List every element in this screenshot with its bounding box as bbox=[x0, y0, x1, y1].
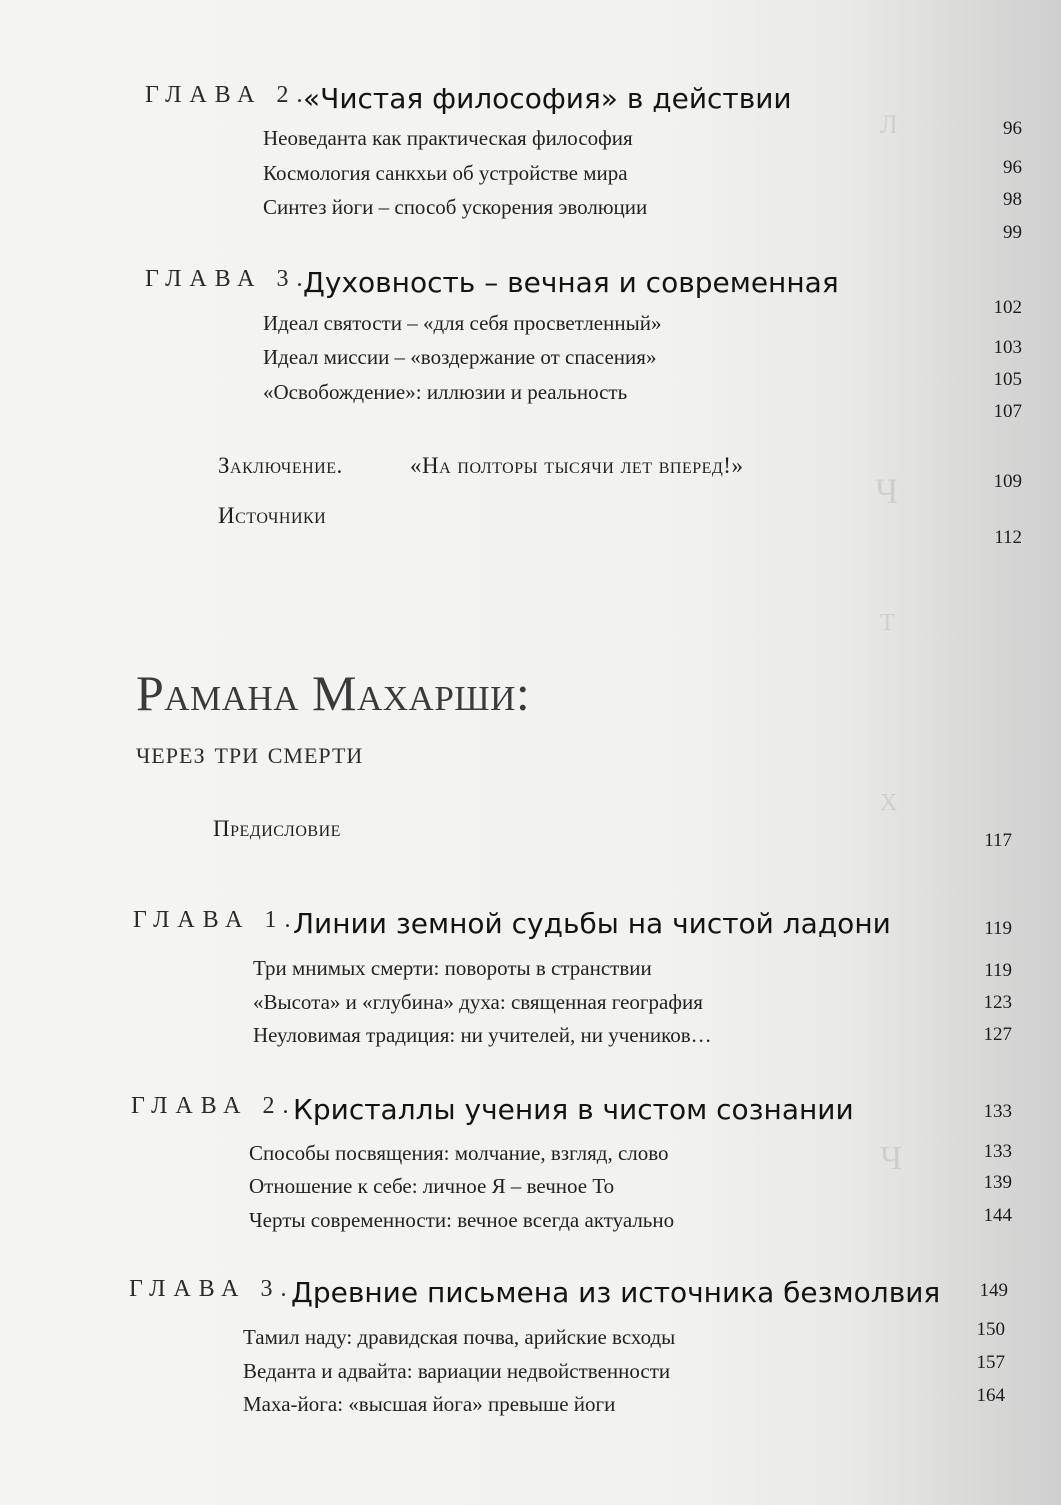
toc-entry[interactable]: Идеал святости – «для себя просветленный» bbox=[263, 311, 662, 335]
chapter-label: ГЛАВА 2. bbox=[131, 1093, 297, 1119]
book-subtitle: через три смерти bbox=[136, 735, 364, 770]
page-number: 96 bbox=[1003, 118, 1022, 139]
toc-entry[interactable]: «Высота» и «глубина» духа: священная география bbox=[253, 990, 703, 1014]
page-number: 112 bbox=[994, 527, 1022, 548]
chapter-title[interactable]: «Чистая философия» в действии bbox=[303, 82, 792, 115]
toc-entry[interactable]: Синтез йоги – способ ускорения эволюции bbox=[263, 195, 648, 219]
book-title: Рамана Махарши: bbox=[136, 665, 531, 721]
page-number: 157 bbox=[976, 1352, 1005, 1373]
toc-entry[interactable]: Веданта и адвайта: вариации недвойственности bbox=[243, 1359, 671, 1383]
show-through-text: Ч bbox=[875, 471, 909, 511]
toc-entry[interactable]: Три мнимых смерти: повороты в странствии bbox=[253, 956, 652, 980]
page-number: 144 bbox=[983, 1205, 1012, 1226]
chapter-title[interactable]: Кристаллы учения в чистом сознании bbox=[293, 1093, 854, 1126]
page-number: 96 bbox=[1003, 157, 1022, 178]
chapter-label: ГЛАВА 1. bbox=[133, 907, 299, 933]
page-number: 105 bbox=[993, 369, 1022, 390]
toc-entry[interactable]: Способы посвящения: молчание, взгляд, слово bbox=[249, 1141, 669, 1165]
page-number: 149 bbox=[979, 1280, 1008, 1301]
page-number: 117 bbox=[984, 830, 1012, 851]
show-through-text: Т bbox=[880, 610, 895, 636]
toc-entry[interactable]: «Освобождение»: иллюзии и реальность bbox=[263, 380, 628, 404]
page-number: 103 bbox=[993, 337, 1022, 358]
page-number: 139 bbox=[983, 1172, 1012, 1193]
page-number: 164 bbox=[976, 1385, 1005, 1406]
page-number: 123 bbox=[983, 992, 1012, 1013]
page-number: 109 bbox=[993, 471, 1022, 492]
page-number: 150 bbox=[976, 1319, 1005, 1340]
conclusion-title[interactable]: «На полторы тысячи лет вперед!» bbox=[410, 453, 744, 478]
chapter-title[interactable]: Древние письмена из источника безмолвия bbox=[291, 1276, 941, 1309]
page-number: 119 bbox=[984, 960, 1012, 981]
chapter-title[interactable]: Линии земной судьбы на чистой ладони bbox=[293, 907, 891, 940]
chapter-label: ГЛАВА 3. bbox=[145, 266, 311, 292]
page-number: 99 bbox=[1003, 222, 1022, 243]
toc-entry[interactable]: Неуловимая традиция: ни учителей, ни учеников… bbox=[253, 1023, 712, 1047]
page-number: 107 bbox=[993, 401, 1022, 422]
page-number: 133 bbox=[983, 1141, 1012, 1162]
toc-entry[interactable]: Космология санкхьи об устройстве мира bbox=[263, 161, 628, 185]
chapter-label: ГЛАВА 2. bbox=[145, 82, 311, 108]
sources-link[interactable]: Источники bbox=[218, 503, 327, 528]
toc-entry[interactable]: Идеал миссии – «воздержание от спасения» bbox=[263, 345, 657, 369]
preface-link[interactable]: Предисловие bbox=[213, 816, 341, 841]
page-number: 119 bbox=[984, 918, 1012, 939]
page-number: 127 bbox=[983, 1024, 1012, 1045]
toc-entry[interactable]: Черты современности: вечное всегда актуально bbox=[249, 1208, 675, 1232]
page-number: 133 bbox=[983, 1101, 1012, 1122]
toc-entry[interactable]: Отношение к себе: личное Я – вечное То bbox=[249, 1174, 615, 1198]
page-number: 98 bbox=[1003, 189, 1022, 210]
conclusion-label: Заключение. bbox=[218, 453, 343, 478]
toc-entry[interactable]: Маха-йога: «высшая йога» превыше йоги bbox=[243, 1392, 616, 1416]
show-through-text: Л bbox=[880, 110, 898, 139]
toc-entry[interactable]: Тамил наду: дравидская почва, арийские всходы bbox=[243, 1325, 676, 1349]
chapter-title[interactable]: Духовность – вечная и современная bbox=[303, 266, 839, 299]
show-through-text: Х bbox=[880, 790, 898, 816]
page-number: 102 bbox=[993, 297, 1022, 318]
chapter-label: ГЛАВА 3. bbox=[129, 1276, 295, 1302]
show-through-text: Ч bbox=[880, 1140, 913, 1177]
toc-entry[interactable]: Неоведанта как практическая философия bbox=[263, 126, 633, 150]
